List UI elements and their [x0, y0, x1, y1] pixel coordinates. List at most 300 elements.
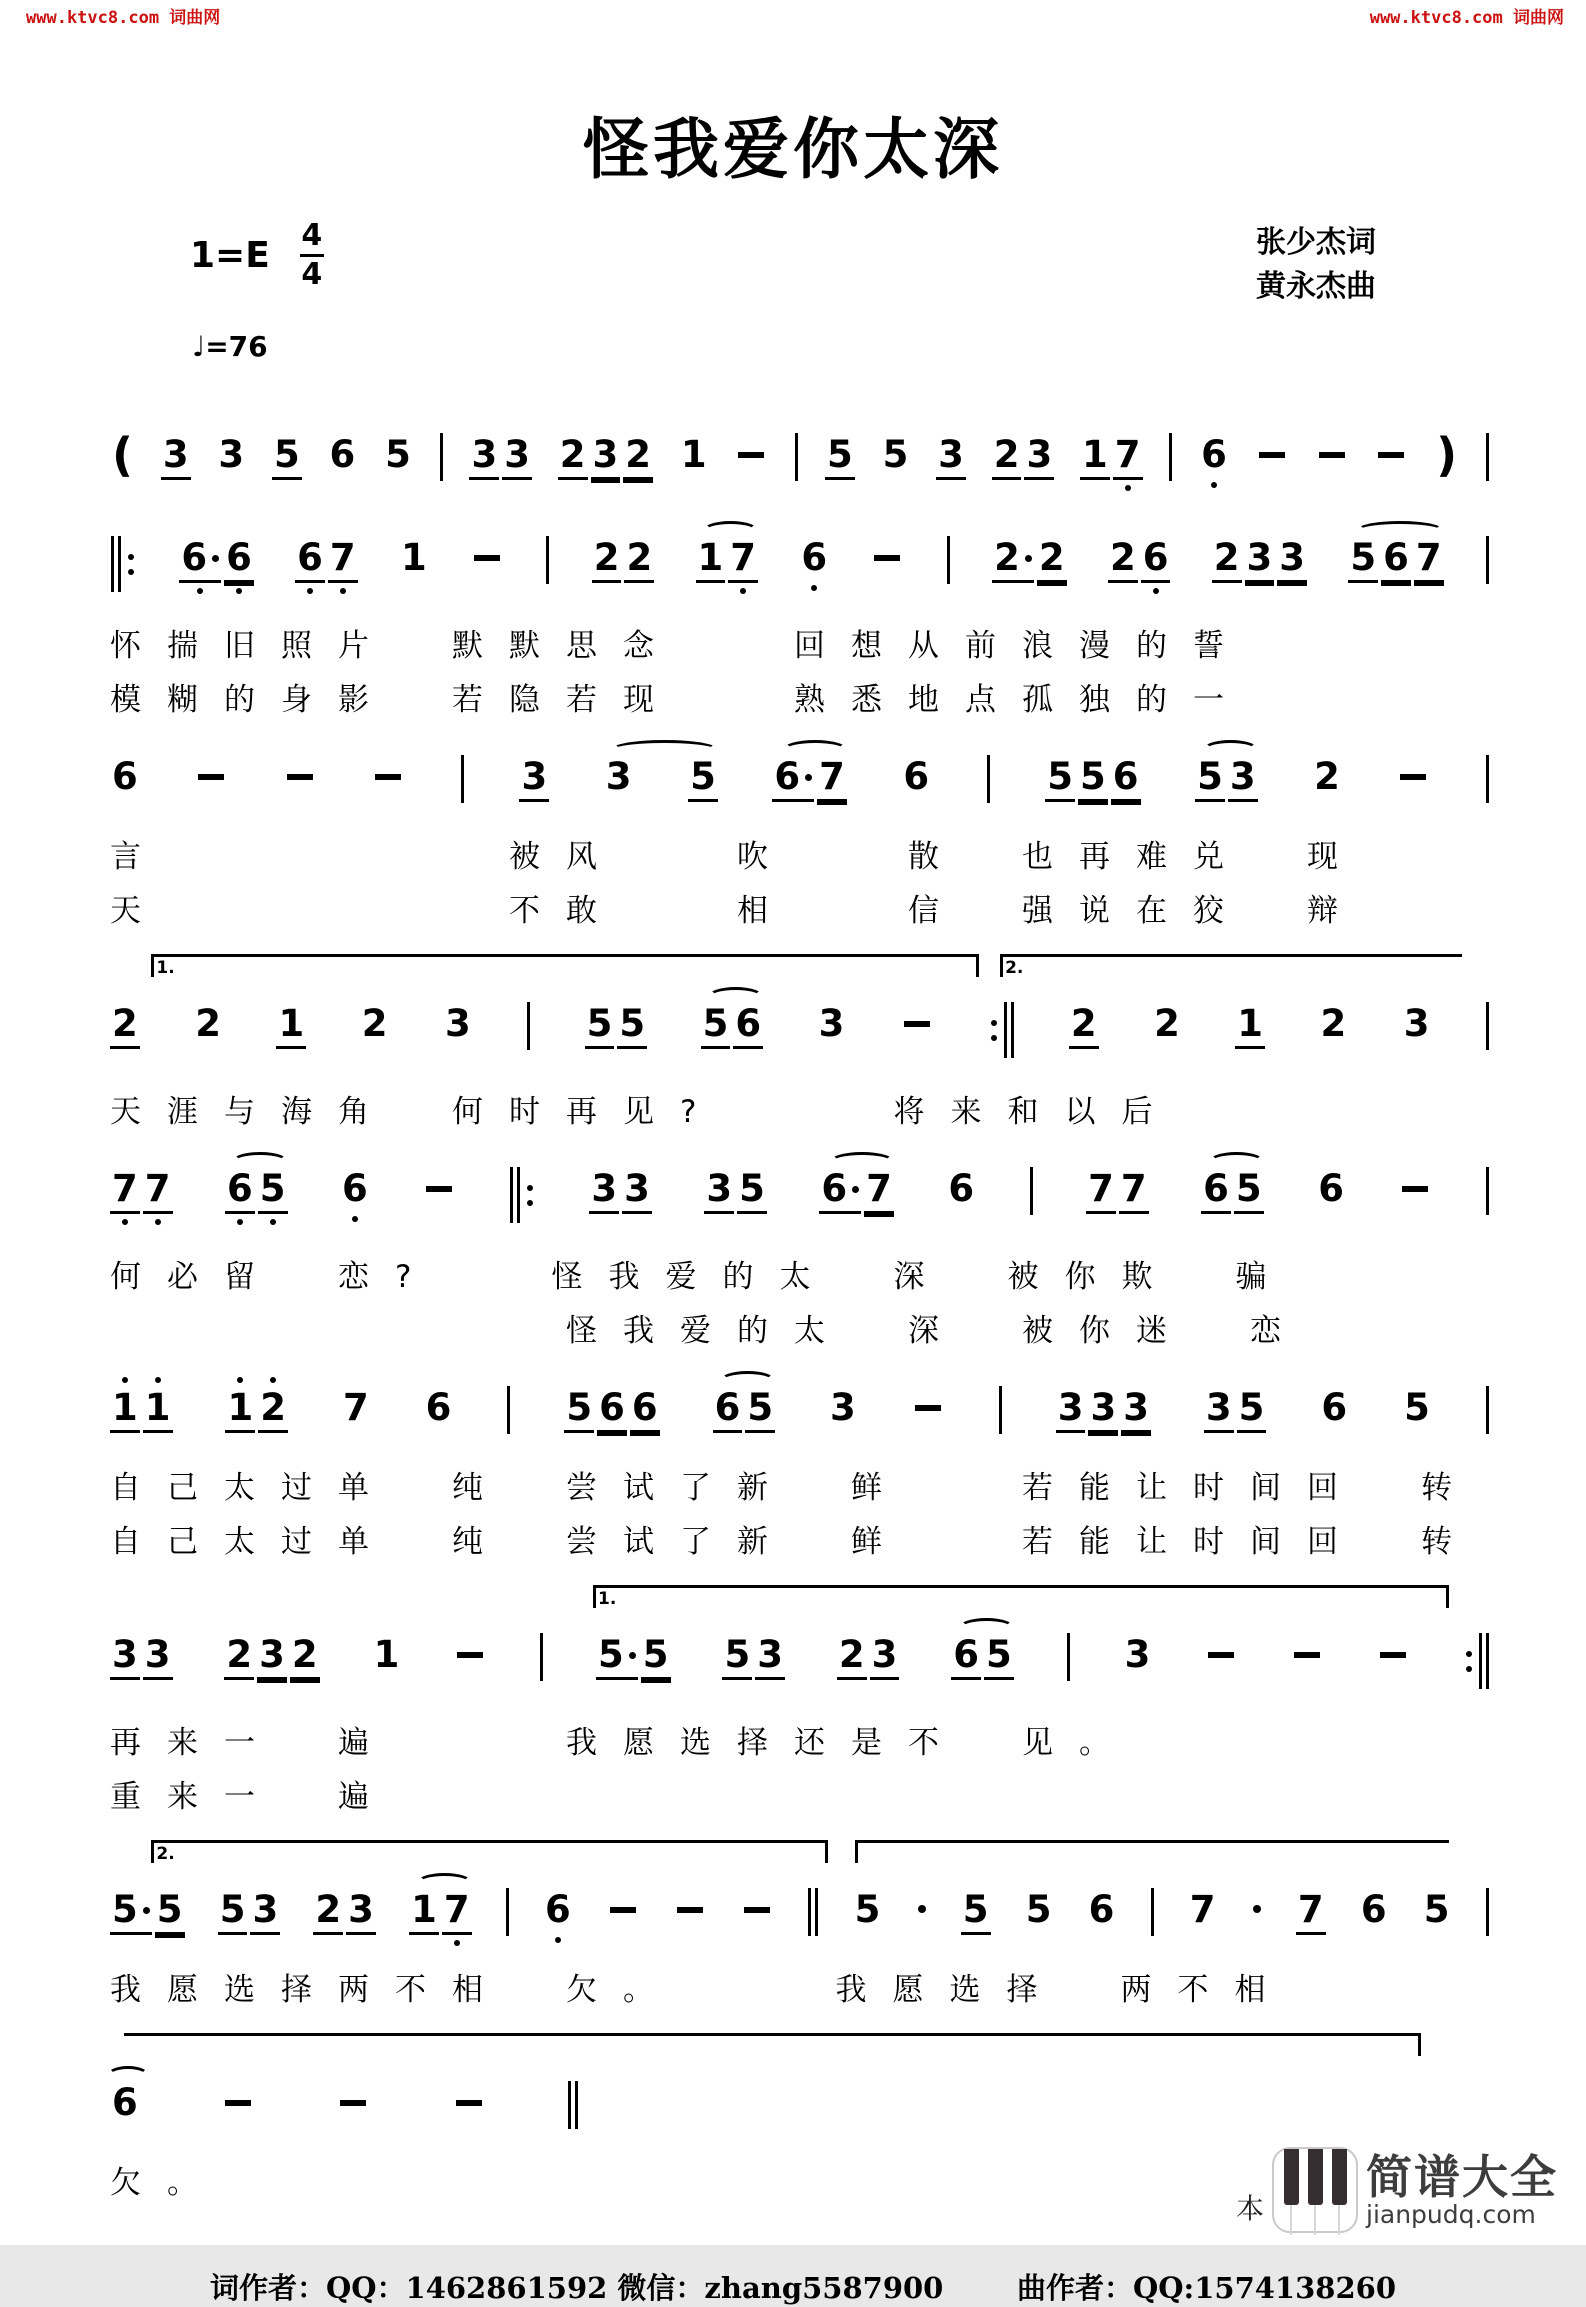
token-body: 6	[1201, 1167, 1231, 1214]
note-token	[853, 1876, 883, 1951]
note-token	[1141, 524, 1171, 602]
note-token	[502, 421, 532, 499]
token-body: 3	[1024, 433, 1054, 480]
note-token	[1199, 421, 1229, 496]
beamed-group	[224, 1621, 319, 1699]
note-token	[624, 524, 654, 602]
token-body: 3	[110, 1633, 140, 1680]
barline	[509, 1155, 537, 1242]
bar-line	[568, 2081, 571, 2129]
token-body	[911, 1386, 945, 1411]
note-token	[328, 421, 358, 496]
beamed-group	[592, 524, 655, 602]
octave-dot-below-slot	[122, 1214, 128, 1233]
note-token	[224, 524, 254, 602]
bar-line	[1011, 1002, 1014, 1058]
dash-rest	[422, 1155, 456, 1211]
note-token	[328, 524, 358, 602]
token-body: 5	[825, 433, 855, 480]
slur-arc	[107, 2066, 149, 2085]
token-body: 5	[272, 433, 302, 480]
dash-glyph	[1319, 452, 1345, 458]
slur-arc	[611, 740, 718, 759]
barline	[986, 743, 991, 822]
notes-row	[110, 1621, 1490, 1708]
barline	[506, 1374, 511, 1453]
token-body	[110, 536, 138, 592]
note-token	[564, 1374, 594, 1452]
token-body: 2	[110, 1002, 140, 1049]
dash-glyph	[738, 452, 764, 458]
token-body: 7	[342, 1386, 369, 1429]
note-token	[592, 524, 622, 602]
token-body	[1485, 1002, 1490, 1050]
volta-tick-right	[1446, 1588, 1449, 1608]
augmentation-dot	[629, 1652, 636, 1659]
token-body: 6	[179, 536, 221, 583]
beamed-group	[589, 1155, 652, 1233]
token-body	[1485, 536, 1490, 584]
note-token	[399, 524, 429, 599]
token-body	[900, 1002, 934, 1027]
token-body: 3	[1228, 755, 1258, 802]
dash-glyph	[1378, 452, 1404, 458]
music-system	[110, 1155, 1490, 1350]
bar-line	[1486, 1386, 1489, 1434]
token-body	[1462, 1633, 1490, 1689]
volta-tick-left	[151, 1843, 154, 1863]
bar-line	[440, 433, 443, 481]
token-body: 7	[1119, 1167, 1149, 1214]
octave-dot-above-slot	[155, 1374, 161, 1386]
token-body	[1485, 1386, 1490, 1434]
piano-key	[1332, 2149, 1347, 2205]
note-token	[992, 524, 1034, 602]
bar-line	[461, 755, 464, 803]
slur-arc	[703, 521, 758, 540]
note-token	[961, 1876, 991, 1954]
token-body	[452, 2081, 486, 2106]
octave-dot	[122, 1377, 128, 1383]
barline	[439, 421, 444, 500]
augmentation-dot	[852, 1186, 859, 1193]
note-token	[1319, 990, 1349, 1065]
volta-label: 1.	[156, 958, 175, 978]
beamed-group	[1212, 524, 1307, 602]
token-body	[1029, 1167, 1034, 1215]
augmentation-dot	[212, 555, 219, 562]
note-token	[110, 1374, 140, 1452]
dash-glyph	[1208, 1652, 1234, 1658]
dash-rest	[452, 2069, 486, 2125]
bar-line	[1486, 1167, 1489, 1215]
bar-line	[118, 536, 121, 592]
note-token	[469, 421, 499, 499]
token-body: 3	[1056, 1386, 1086, 1433]
meta-row	[0, 191, 1586, 308]
token-body: 5	[1195, 755, 1225, 802]
note-token	[737, 1155, 767, 1233]
token-body	[1255, 433, 1289, 458]
octave-dot-above-slot	[237, 1374, 243, 1386]
octave-dot-below-slot	[555, 1932, 561, 1951]
dash-glyph	[1380, 1652, 1406, 1658]
octave-dot	[237, 1219, 243, 1225]
token-body	[1168, 433, 1173, 481]
dash-rest	[336, 2069, 370, 2125]
note-token	[519, 743, 549, 821]
lyric-line: 再来一 遍 我愿选择还是不 见。	[110, 1725, 1136, 1761]
token-body: 6	[1201, 433, 1227, 476]
repeat-dots	[991, 1020, 997, 1041]
dash-rest	[673, 1876, 707, 1932]
slur-arc	[783, 740, 847, 759]
notes-row	[110, 990, 1490, 1077]
lyric-line: 欠。	[110, 2165, 224, 2201]
octave-dot	[197, 588, 203, 594]
notes-row	[110, 1374, 1490, 1453]
token-body: 7	[143, 1167, 173, 1214]
note-token	[216, 421, 246, 496]
token-body	[221, 2081, 255, 2106]
token-body: 6	[733, 1002, 763, 1049]
octave-dot	[270, 1377, 276, 1383]
beamed-group	[704, 1155, 767, 1233]
note-token	[828, 1374, 858, 1449]
token-body	[453, 1633, 487, 1658]
lyric-line: 天涯与海角 何时再见? 将来和以后	[110, 1094, 1179, 1130]
octave-dot	[1153, 588, 1159, 594]
token-body	[998, 1386, 1003, 1434]
note-token	[1422, 1876, 1452, 1951]
token-body: 7	[328, 536, 358, 583]
token-body: 5	[745, 1386, 775, 1433]
note-token	[558, 421, 588, 499]
dash-glyph	[474, 555, 500, 561]
volta-bracket	[593, 1585, 1449, 1612]
barline	[987, 990, 1015, 1077]
barline	[567, 2069, 579, 2148]
dash-rest	[1315, 421, 1349, 477]
token-body: 6	[112, 755, 138, 798]
token-body: 2	[1154, 1002, 1180, 1045]
note-token	[901, 743, 931, 818]
octave-dot	[740, 588, 746, 594]
octave-dot-below-slot	[197, 583, 203, 602]
barline	[110, 524, 138, 611]
note-token	[346, 1876, 376, 1954]
token-body: 6	[819, 1167, 861, 1214]
note-token	[589, 1155, 619, 1233]
note-token	[1113, 421, 1143, 499]
music-system	[110, 954, 1490, 1131]
piano-icon	[1272, 2147, 1358, 2233]
repeat-dots	[1466, 1651, 1472, 1672]
barline	[1485, 1374, 1490, 1453]
note-token	[585, 990, 615, 1068]
token-body: 6	[225, 1167, 255, 1214]
token-body: 5	[1078, 755, 1108, 802]
augmentation-dot	[143, 1907, 150, 1914]
token-body: 2	[1037, 536, 1067, 583]
token-body	[470, 536, 504, 561]
repeat-dot	[1466, 1651, 1472, 1657]
note-token	[1024, 1876, 1054, 1951]
watermark-right: www.ktvc8.com 词曲网	[1369, 8, 1564, 28]
slur-arc	[1209, 1152, 1264, 1171]
token-body: 7	[1189, 1888, 1216, 1931]
note-token	[110, 990, 140, 1068]
octave-dot	[454, 1940, 460, 1946]
lyric-line: 天 不敢 相 信 强说在狡 辩	[110, 893, 1364, 929]
token-body: 3	[1403, 1002, 1430, 1045]
token-body	[1251, 1888, 1263, 1913]
token-body: 5	[882, 433, 909, 476]
barline	[526, 990, 531, 1069]
note-token	[143, 1155, 173, 1233]
token-body	[673, 1888, 707, 1913]
slur-arc	[720, 1371, 775, 1390]
token-body: )	[1436, 428, 1458, 482]
note-token	[641, 1621, 671, 1699]
piano-key	[1308, 2149, 1323, 2205]
token-body: 1	[276, 1002, 306, 1049]
token-body: 1	[696, 536, 726, 583]
octave-dot-below-slot	[454, 1935, 460, 1954]
note-token	[1087, 1876, 1117, 1951]
notes-row	[110, 1876, 1490, 1955]
token-body: 3	[257, 1633, 287, 1680]
token-body	[422, 1167, 456, 1192]
note-token	[722, 1621, 752, 1699]
lyric-line: 自己太过单 纯 尝试了新 鲜 若能让时间回 转	[110, 1470, 1478, 1506]
bar-line	[540, 1633, 543, 1681]
barline	[1485, 1876, 1490, 1955]
lyric-line: 自己太过单 纯 尝试了新 鲜 若能让时间回 转	[110, 1524, 1478, 1560]
token-body: 3	[870, 1633, 900, 1680]
note-token	[946, 1155, 976, 1230]
lyric-line: 重来一 遍	[110, 1779, 395, 1815]
volta-bracket	[151, 954, 979, 981]
token-body: 6	[1088, 1888, 1115, 1931]
dash-glyph	[874, 555, 900, 561]
octave-dot-below-slot	[811, 580, 817, 599]
bar-line	[1067, 1633, 1070, 1681]
token-body	[439, 433, 444, 481]
token-body: 6	[112, 2081, 138, 2124]
note-token	[679, 421, 709, 496]
volta-bracket	[124, 2033, 1421, 2060]
slur-arc	[830, 1152, 894, 1171]
barline	[1168, 421, 1173, 500]
token-body: 5	[564, 1386, 594, 1433]
note-token	[179, 524, 221, 602]
beamed-group	[992, 524, 1067, 602]
repeat-dot	[991, 1020, 997, 1026]
token-body: 2	[195, 1002, 221, 1045]
note-token	[295, 524, 325, 602]
token-body: 2	[592, 536, 622, 583]
note-token	[110, 1621, 140, 1699]
dash-rest	[453, 1621, 487, 1677]
dash-glyph	[744, 1907, 770, 1913]
note-token	[110, 1155, 140, 1233]
token-body: 5	[155, 1888, 185, 1935]
barline	[1485, 524, 1490, 603]
token-body: 3	[818, 1002, 845, 1045]
dash-glyph	[198, 774, 224, 780]
barline	[807, 1876, 819, 1955]
beamed-group	[1080, 421, 1143, 499]
logo-url: jianpudq.com	[1366, 2199, 1536, 2229]
token-body: 5	[722, 1633, 752, 1680]
token-body	[1290, 1633, 1324, 1658]
token-body	[505, 1888, 510, 1936]
note-token	[1319, 1374, 1349, 1449]
token-body: 6	[597, 1386, 627, 1433]
octave-dot-below-slot	[340, 583, 346, 602]
token-body	[1315, 433, 1349, 458]
barline	[1485, 1155, 1490, 1234]
token-body: 5	[1404, 1386, 1430, 1429]
token-body	[1398, 1167, 1432, 1192]
token-body	[194, 755, 228, 780]
token-body	[336, 2081, 370, 2106]
note-token	[143, 1374, 173, 1452]
token-body: 5	[641, 1633, 671, 1680]
note-token	[250, 1876, 280, 1954]
parenthesis	[110, 421, 135, 496]
token-body: 5	[1348, 536, 1378, 583]
dash-rest	[1398, 1155, 1432, 1211]
token-body: 3	[936, 433, 966, 480]
token-body: 3	[250, 1888, 280, 1935]
token-body	[946, 536, 951, 584]
dash-rest	[1290, 1621, 1324, 1677]
token-body: 6	[1111, 755, 1141, 802]
note-token	[543, 1876, 573, 1951]
beamed-group	[722, 1621, 785, 1699]
lyric-line: 何必留 恋? 怪我爱的太 深 被你欺 骗	[110, 1259, 1293, 1295]
token-body: 5	[110, 1888, 152, 1935]
bar-line	[1486, 755, 1489, 803]
barline	[794, 421, 799, 500]
token-body: 5	[961, 1888, 991, 1935]
token-body	[1485, 1888, 1490, 1936]
octave-dot	[122, 1219, 128, 1225]
token-body	[1204, 1633, 1238, 1658]
token-body: 3	[1124, 1633, 1151, 1676]
barline	[946, 524, 951, 603]
note-token	[143, 1621, 173, 1699]
augmentation-dot	[1025, 555, 1032, 562]
note-token	[799, 524, 829, 599]
note-token	[1316, 1155, 1346, 1230]
beamed-group	[1056, 1374, 1151, 1452]
token-body: 3	[218, 433, 245, 476]
beamed-group	[558, 421, 653, 499]
dash-glyph	[457, 1652, 483, 1658]
barline	[545, 524, 550, 603]
beamed-group	[110, 1876, 185, 1954]
dot-glyph	[1253, 1905, 1261, 1913]
token-body	[545, 536, 550, 584]
dash-rest	[194, 743, 228, 799]
token-body	[734, 433, 768, 458]
duration-dot	[1251, 1876, 1263, 1932]
note-token	[272, 421, 302, 499]
notes-row	[110, 743, 1490, 822]
note-token	[1359, 1876, 1389, 1951]
note-token	[622, 1155, 652, 1233]
dash-rest	[1396, 743, 1430, 799]
barline	[998, 1374, 1003, 1453]
dash-rest	[371, 743, 405, 799]
token-body: 7	[728, 536, 758, 583]
beamed-group	[218, 1876, 281, 1954]
token-body: 5	[1423, 1888, 1450, 1931]
token-body: 7	[1296, 1888, 1326, 1935]
duration-dot	[916, 1876, 928, 1932]
slur-arc	[959, 1618, 1014, 1637]
note-token	[1086, 1155, 1116, 1233]
token-body	[870, 536, 904, 561]
beamed-group	[110, 1374, 173, 1452]
barline	[1029, 1155, 1034, 1234]
token-body: 1	[1235, 1002, 1265, 1049]
token-body	[1485, 755, 1490, 803]
music-systems	[0, 363, 1586, 2202]
token-body	[1485, 1167, 1490, 1215]
logo-text	[1366, 2149, 1558, 2229]
token-body: 5	[688, 755, 718, 802]
token-body	[526, 1002, 531, 1050]
lyric-line: 怪我爱的太 深 被你迷 恋	[110, 1313, 1307, 1349]
note-token	[1078, 743, 1108, 821]
music-system	[110, 1840, 1490, 2009]
dash-glyph	[1294, 1652, 1320, 1658]
beamed-group	[596, 1621, 671, 1699]
note-token	[936, 421, 966, 499]
note-token	[258, 1374, 288, 1452]
token-body: 3	[755, 1633, 785, 1680]
logo-title: 简谱大全	[1366, 2149, 1558, 2204]
token-body: 2	[224, 1633, 254, 1680]
beamed-group	[564, 1374, 659, 1452]
dash-rest	[870, 524, 904, 580]
note-token	[1237, 1374, 1267, 1452]
token-body: 6	[630, 1386, 660, 1433]
composer-contact: 曲作者：QQ:1574138260	[1016, 2271, 1396, 2305]
note-token	[1037, 524, 1067, 602]
token-body: 5	[617, 1002, 647, 1049]
token-body	[1150, 1888, 1155, 1936]
bar-line	[1479, 1633, 1482, 1689]
octave-dot	[555, 1937, 561, 1943]
dash-rest	[606, 1876, 640, 1932]
barline	[539, 1621, 544, 1700]
note-token	[704, 1155, 734, 1233]
contact-footer	[0, 2266, 1586, 2307]
token-body: 7	[442, 1888, 472, 1935]
dash-rest	[470, 524, 504, 580]
token-body: 5	[1025, 1888, 1052, 1931]
jianpudq-logo	[1236, 2147, 1558, 2233]
slur-arc	[417, 1873, 472, 1892]
token-body: 1	[143, 1386, 173, 1433]
repeat-dot	[527, 1185, 533, 1191]
token-body: 6	[544, 1888, 571, 1931]
